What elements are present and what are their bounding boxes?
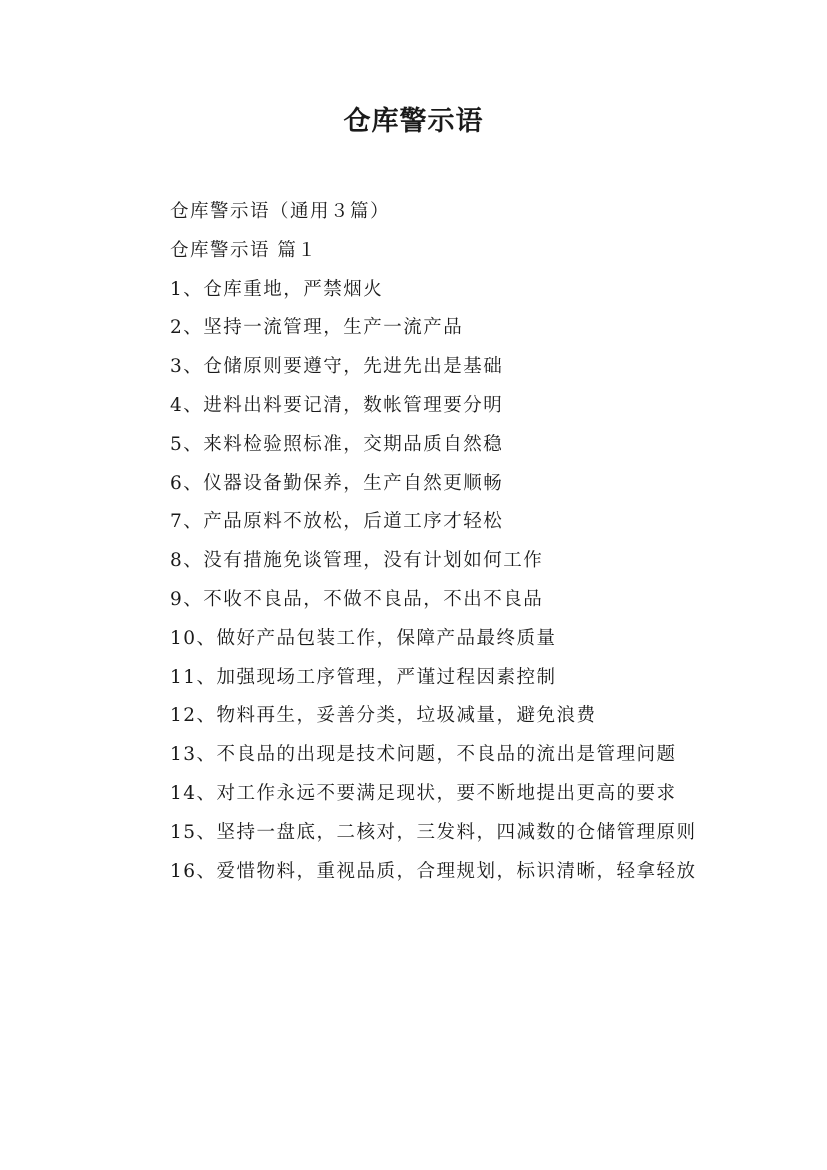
list-item: 7、产品原料不放松，后道工序才轻松 [170, 511, 504, 533]
section-heading: 仓库警示语 篇１ [170, 239, 318, 261]
list-item: 13、不良品的出现是技术问题，不良品的流出是管理问题 [170, 744, 677, 766]
list-item: 10、做好产品包装工作，保障产品最终质量 [170, 627, 557, 649]
list-item: 12、物料再生，妥善分类，垃圾减量，避免浪费 [170, 705, 597, 727]
list-item: 1、仓库重地，严禁烟火 [170, 278, 384, 300]
list-item: 15、坚持一盘底，二核对，三发料，四减数的仓储管理原则 [170, 821, 697, 843]
list-item: 6、仪器设备勤保养，生产自然更顺畅 [170, 472, 504, 494]
list-item: 14、对工作永远不要满足现状，要不断地提出更高的要求 [170, 782, 677, 804]
list-item: 4、进料出料要记清，数帐管理要分明 [170, 394, 504, 416]
list-item: 8、没有措施免谈管理，没有计划如何工作 [170, 550, 544, 572]
list-item: 16、爱惜物料，重视品质，合理规划，标识清晰，轻拿轻放 [170, 860, 697, 882]
list-item: 2、坚持一流管理，生产一流产品 [170, 317, 464, 339]
list-item: 3、仓储原则要遵守，先进先出是基础 [170, 356, 504, 378]
page-title: 仓库警示语 [343, 106, 484, 137]
list-item: 5、来料检验照标准，交期品质自然稳 [170, 433, 504, 455]
document-subtitle: 仓库警示语（通用３篇） [170, 201, 391, 222]
list-item: 11、加强现场工序管理，严谨过程因素控制 [170, 666, 557, 688]
list-item: 9、不收不良品，不做不良品，不出不良品 [170, 588, 544, 610]
document-body [126, 193, 704, 891]
